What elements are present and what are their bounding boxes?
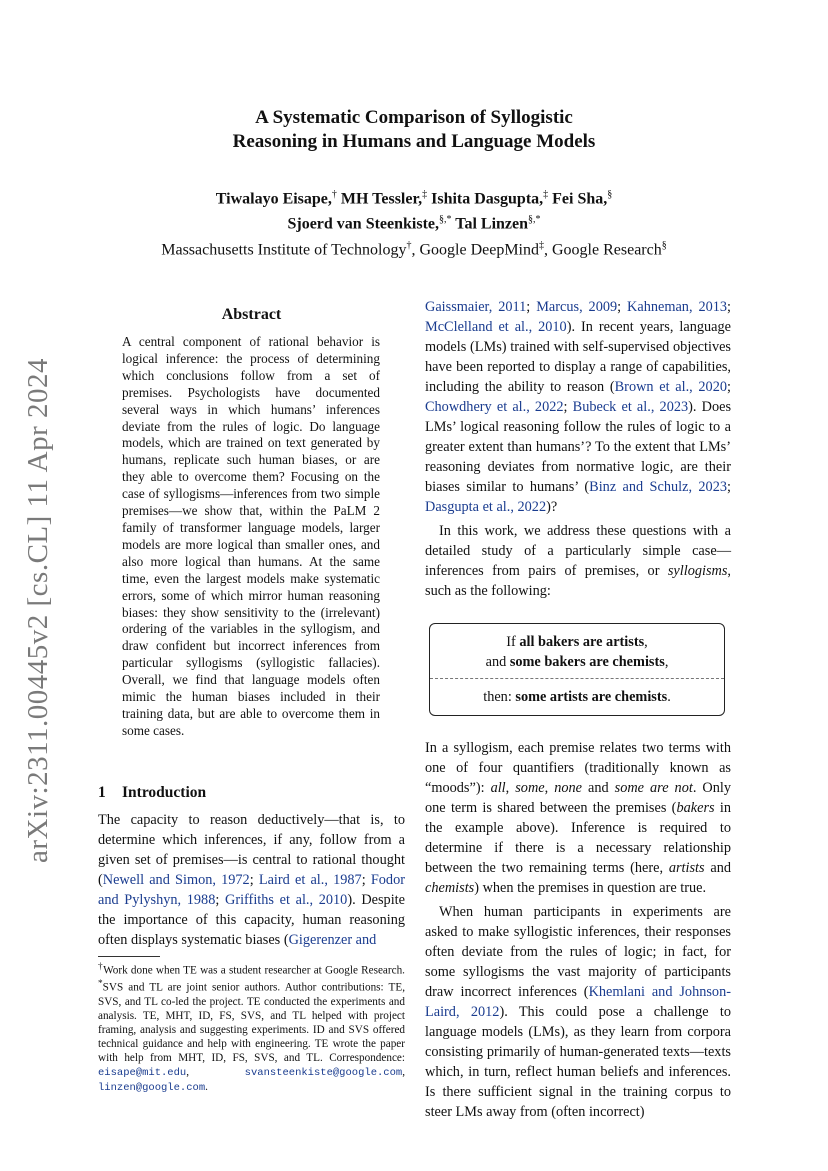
affiliation-mark: ‡ — [422, 189, 428, 200]
author-dasgupta: Ishita Dasgupta, — [431, 190, 544, 208]
syllogism-conclusion: then: some artists are chemists. — [483, 689, 671, 705]
footnote-mark: * — [98, 979, 103, 990]
citation-link[interactable]: Khemlani and Johnson-Laird, 2012 — [425, 984, 731, 1020]
citation-link[interactable]: Bubeck et al., 2023 — [572, 399, 689, 415]
affiliation-mark: † — [331, 189, 337, 200]
affiliation-mark: §,* — [439, 214, 452, 226]
syllogism-structure-paragraph: In a syllogism, each premise relates two terms with one of four quantifiers (traditionally known as “moods”): all, some, none and some are not. Only one term is shared between the premises (bakers in the example above). Inference is required to determine if there is a necessary relationship between the two remaining terms (here, artists and chemists) when the premises in question are true. — [425, 740, 732, 896]
citation-link[interactable]: Griffiths et al., 2010 — [225, 891, 348, 908]
syllogism-example-box — [429, 623, 725, 716]
section-number: 1 — [98, 783, 106, 801]
affiliation-mark: § — [661, 239, 667, 251]
citation-link[interactable]: Brown et al., 2020 — [614, 379, 727, 395]
paper-title — [0, 106, 828, 154]
footnote-mark: † — [98, 961, 104, 972]
section-title: Introduction — [122, 783, 207, 801]
email-link[interactable]: svansteenkiste@google.com — [244, 1067, 403, 1080]
author-names-line-2 — [0, 209, 828, 234]
syllogism-premises — [430, 624, 724, 678]
author-names-line-1 — [0, 184, 828, 209]
email-link[interactable]: eisape@mit.edu — [98, 1067, 187, 1080]
title-line-2: Reasoning in Humans and Language Models — [232, 131, 596, 152]
affiliation-mit: Massachusetts Institute of Technology — [161, 240, 407, 258]
citation-link[interactable]: Marcus, 2009 — [536, 299, 618, 315]
citation-link[interactable]: Chowdhery et al., 2022 — [425, 399, 564, 415]
citation-link[interactable]: Kahneman, 2013 — [627, 299, 728, 315]
syllogism-intro-paragraph: In this work, we address these questions with a detailed study of a particularly simple case—inferences from pairs of premises, or syllogisms, such as the following: — [425, 523, 731, 599]
left-column — [98, 306, 405, 1095]
citation-link[interactable]: Laird et al., 1987 — [258, 871, 362, 888]
author-linzen: Tal Linzen — [455, 215, 529, 233]
section-heading-introduction — [98, 784, 405, 802]
affiliation-mark: ‡ — [543, 189, 549, 200]
intro-paragraph: The capacity to reason deductively—that is, to determine which inferences, if any, follow from a given set of premises—is central to rational thought (Newell and Simon, 1972; Laird et al., 1987; Fodor and Pylyshyn, 1988; Griffiths et al., 2010). Despite the importance of this capacity, human reasoning often displays systematic biases (Gigerenzer and — [98, 811, 405, 948]
affiliation-mark: ‡ — [539, 239, 544, 251]
right-column — [425, 297, 731, 1122]
title-line-1: A Systematic Comparison of Syllogistic — [255, 107, 573, 128]
citation-link[interactable]: Dasgupta et al., 2022 — [425, 499, 547, 515]
footnote: †Work done when TE was a student researcher at Google Research. *SVS and TL are joint senior authors. Author contributions: TE, SVS, and TL co-led the project. TE conducted the experiments and analysis. TE, MHT, ID, FS, SVS, and TL helped with project framing, analysis and suggesting experiments. ID and SVS offered technical guidance and help with engineering. TE wrote the paper with help from MHT, ID, FS, SVS, and TL. Correspondence: eisape@mit.edu, svansteenkiste@google.com, linzen@google.com. — [98, 961, 405, 1095]
arxiv-identifier-text: arXiv:2311.00445v2 [cs.CL] 11 Apr 2024 — [21, 357, 54, 863]
author-tessler: MH Tessler, — [340, 190, 423, 208]
footnote-divider — [98, 956, 160, 957]
affiliation-mark: § — [607, 189, 613, 200]
abstract-text: A central component of rational behavior is logical inference: the process of determining which conclusions follow from a set of premises. Psychologists have documented several ways in which humans’ inferences deviate from the rules of logic. Do language models, which are trained on text generated by humans, replicate such human biases, or are they able to overcome them? Focusing on the case of syllogisms—inferences from two simple premises—we show that, within the PaLM 2 family of transformer language models, larger models are more logical than smaller ones, and also more logical than humans. At the same time, even the largest models make systematic errors, some of which mirror human reasoning biases: they show sensitivity to the (irrelevant) ordering of the variables in the syllogism, and draw confident but incorrect inferences from particular syllogisms (syllogistic fallacies). Overall, we find that language models often mimic the human biases included in their training data, but are able to overcome them in some cases. — [122, 334, 380, 738]
premise-2: and some bakers are chemists, — [485, 654, 669, 670]
citation-link[interactable]: Newell and Simon, 1972 — [102, 871, 250, 888]
email-link[interactable]: linzen@google.com — [98, 1082, 206, 1095]
premise-1: If all bakers are artists, — [506, 634, 648, 650]
affiliation-deepmind: , Google DeepMind — [411, 240, 539, 258]
abstract-heading: Abstract — [221, 306, 282, 323]
affiliations-line — [0, 235, 828, 260]
author-eisape: Tiwalayo Eisape, — [215, 190, 332, 208]
author-sha: Fei Sha, — [552, 190, 608, 208]
intro-paragraph-continued: Gaissmaier, 2011; Marcus, 2009; Kahneman, 2013; McClelland et al., 2010). In recent years, language models (LMs) trained with self-supervised objectives have been reported to display a range of capabilities, including the ability to reason (Brown et al., 2020; Chowdhery et al., 2022; Bubeck et al., 2023). Does LMs’ logical reasoning follow the rules of logic to a greater extent than humans’? To the extent that LMs’ reasoning deviates from normative logic, are their biases similar to humans’ (Binz and Schulz, 2023; Dasgupta et al., 2022)? — [425, 299, 732, 515]
human-biases-paragraph: When human participants in experiments are asked to make syllogistic inferences, their responses often deviate from the rules of logic; in fact, for some syllogisms the vast majority of participants draw incorrect inferences (Khemlani and Johnson-Laird, 2012). This could pose a challenge to language models (LMs), as they learn from corpora consisting primarily of human-generated texts—texts which, in turn, reflect human beliefs and inferences. Is there sufficient signal in the training corpus to steer LMs away from (often incorrect) — [425, 904, 731, 1120]
citation-link[interactable]: Fodor and Pylyshyn, 1988 — [98, 871, 405, 908]
affiliation-mark: † — [406, 239, 412, 251]
arxiv-identifier-stamp — [18, 357, 58, 863]
citation-link[interactable]: McClelland et al., 2010 — [425, 319, 567, 335]
author-van-steenkiste: Sjoerd van Steenkiste, — [287, 215, 440, 233]
affiliation-mark: §,* — [528, 214, 541, 226]
citation-link[interactable]: Binz and Schulz, 2023 — [589, 479, 727, 495]
affiliation-google-research: , Google Research — [544, 240, 662, 258]
author-block — [0, 184, 828, 260]
emphasis: syllogisms — [667, 563, 728, 579]
citation-link[interactable]: Gigerenzer and — [288, 931, 377, 948]
citation-link[interactable]: Gaissmaier, 2011 — [425, 299, 527, 315]
